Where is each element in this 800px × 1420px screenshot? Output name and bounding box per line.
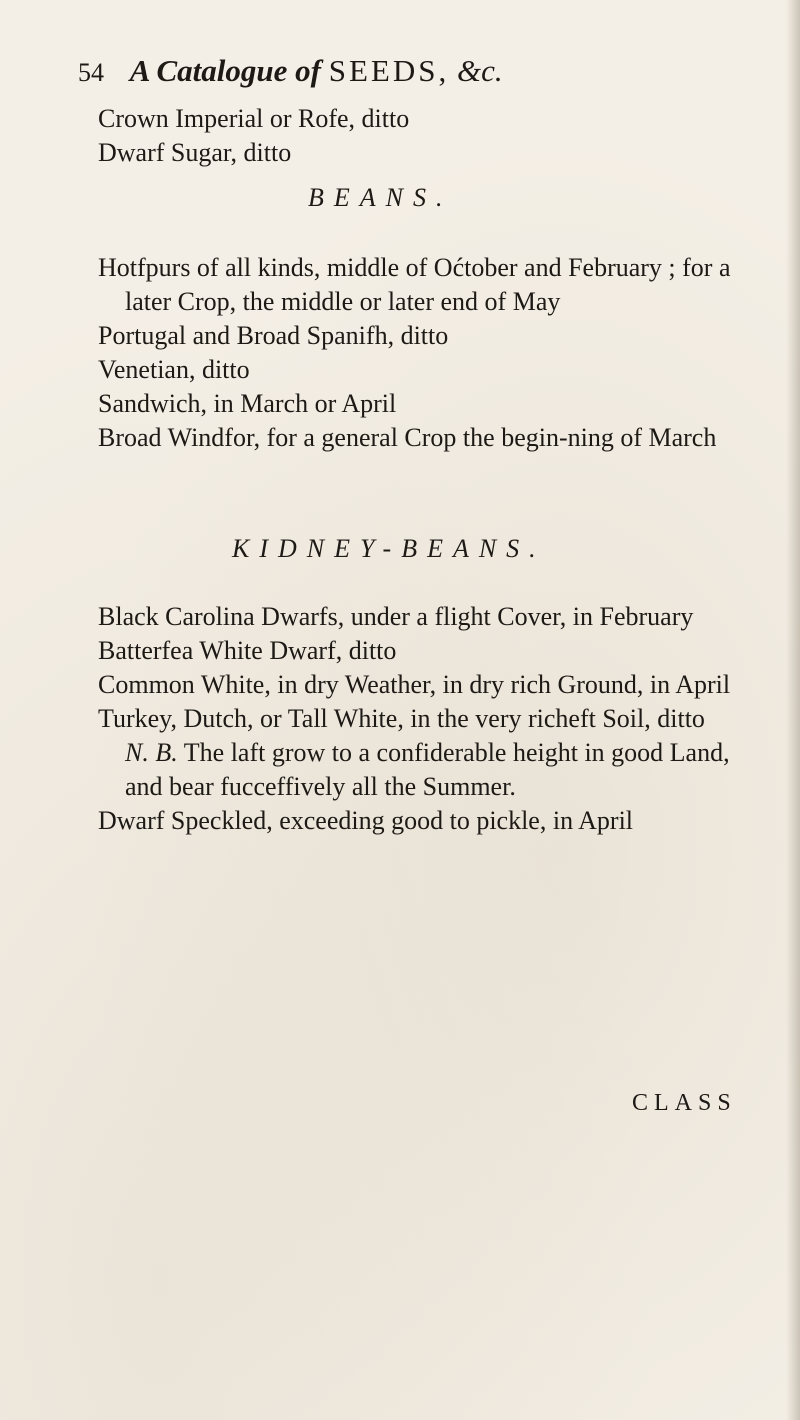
kidney-beans-list bbox=[98, 600, 738, 838]
section-heading-beans: BEANS. bbox=[308, 183, 453, 212]
nota-bene-text: The laft grow to a confiderable height in good Land, and bear fucceffively all the Summer. bbox=[125, 738, 730, 801]
list-item: Batterfea White Dwarf, ditto bbox=[98, 636, 397, 665]
page-edge-shadow bbox=[786, 0, 800, 1420]
section-heading-kidney-beans: KIDNEY-BEANS. bbox=[232, 534, 546, 563]
list-item: Portugal and Broad Spanifh, ditto bbox=[98, 321, 449, 350]
list-item: Sandwich, in March or April bbox=[98, 389, 397, 418]
list-item: Black Carolina Dwarfs, under a flight Cover, in February bbox=[98, 602, 694, 631]
nota-bene-label: N. B. bbox=[125, 738, 178, 767]
list-item: Hotfpurs of all kinds, middle of Oćtober and February ; for a later Crop, the middle or later end of May bbox=[98, 253, 731, 316]
beans-list bbox=[98, 251, 738, 455]
list-item: Venetian, ditto bbox=[98, 355, 250, 384]
list-item: Crown Imperial or Rofe, ditto bbox=[98, 104, 410, 133]
header-title-caps: SEEDS, bbox=[328, 53, 450, 88]
list-item: Common White, in dry Weather, in dry rich Ground, in April bbox=[98, 670, 731, 699]
list-item: Dwarf Sugar, ditto bbox=[98, 138, 292, 167]
list-item: Turkey, Dutch, or Tall White, in the very richeft Soil, ditto bbox=[98, 704, 705, 733]
page-number: 54 bbox=[78, 58, 104, 87]
header-etc: &c. bbox=[456, 53, 503, 88]
running-header bbox=[78, 52, 718, 92]
nota-bene-note bbox=[98, 736, 738, 804]
catchword: CLASS bbox=[632, 1090, 737, 1116]
top-entries bbox=[98, 102, 738, 170]
list-item: Dwarf Speckled, exceeding good to pickle, in April bbox=[98, 806, 634, 835]
list-item: Broad Windfor, for a general Crop the begin-ning of March bbox=[98, 423, 717, 452]
header-title-italic: A Catalogue of bbox=[129, 53, 321, 88]
